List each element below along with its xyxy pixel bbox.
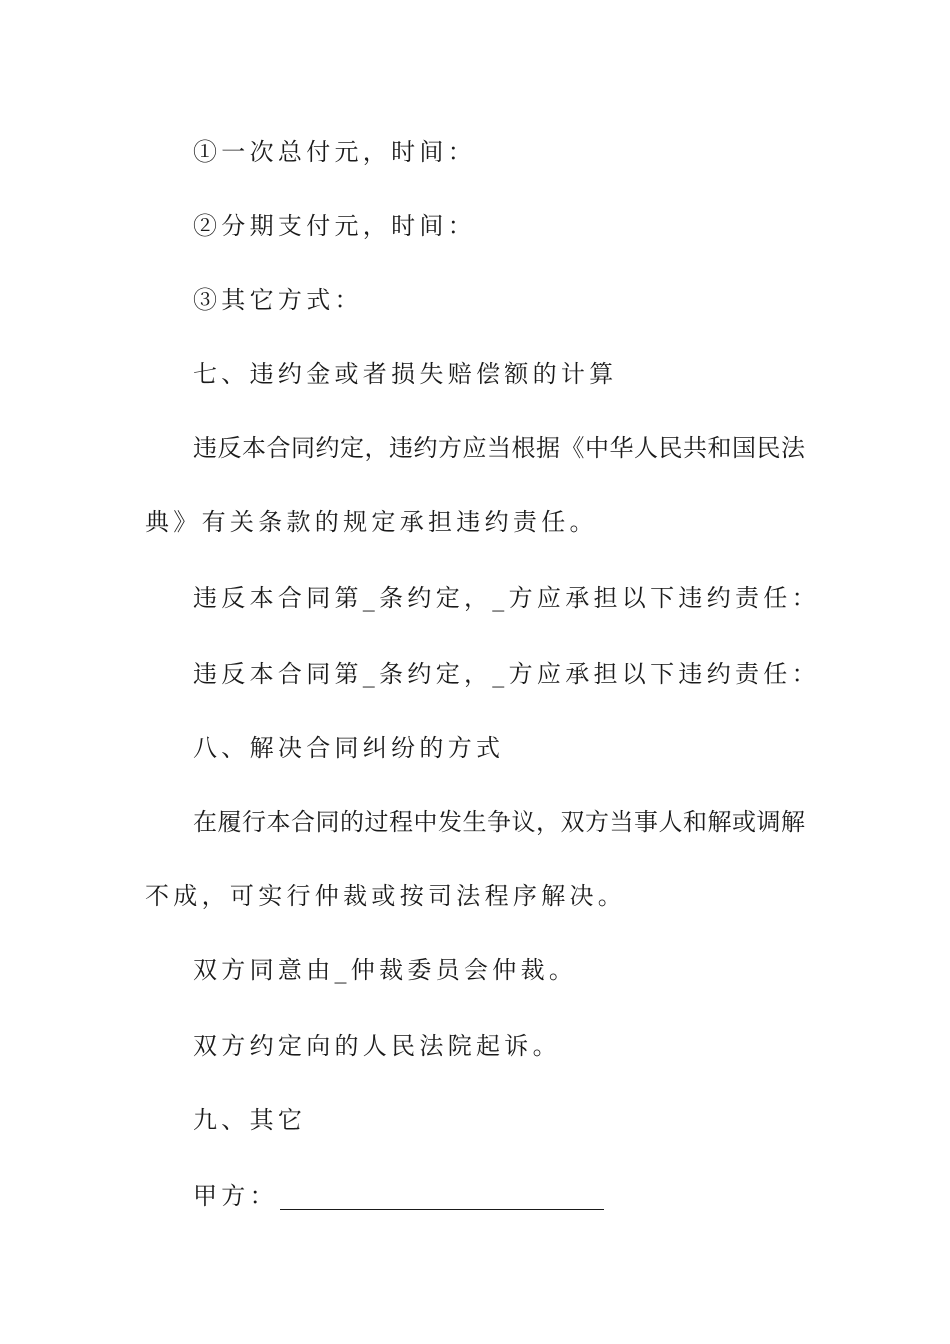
justified-char: 议 [511, 808, 536, 836]
justified-char: 违 [389, 434, 413, 462]
justified-char: 共 [683, 434, 707, 462]
justified-char: 和 [707, 434, 732, 462]
section-heading-dispute-resolution: 八、解决合同纠纷的方式 [193, 734, 505, 762]
justified-char: 和 [683, 808, 707, 836]
justified-char: 民 [658, 434, 683, 462]
justified-char: 中 [413, 808, 438, 836]
paragraph-dispute-line-2: 不成，可实行仲裁或按司法程序解决。 [145, 882, 627, 910]
justified-char: 《 [560, 434, 585, 462]
payment-option-installment: ②分期支付元，时间： [193, 212, 476, 240]
justified-char: 法 [781, 434, 805, 462]
justified-char: 根 [511, 434, 536, 462]
justified-char: 方 [585, 808, 609, 836]
justified-char: 约 [413, 434, 438, 462]
justified-char: 国 [732, 434, 756, 462]
justified-char: 的 [340, 808, 364, 836]
justified-char: 同 [291, 434, 315, 462]
justified-char: 生 [462, 808, 487, 836]
justified-char: 华 [609, 434, 634, 462]
justified-char: 违 [193, 434, 217, 462]
justified-char: 解 [707, 808, 732, 836]
justified-char: ， [536, 808, 560, 836]
paragraph-dispute-line-1 [193, 806, 805, 838]
justified-char: 行 [242, 808, 266, 836]
party-a-blank [280, 1185, 604, 1210]
justified-char: 发 [438, 808, 462, 836]
section-heading-liquidated-damages: 七、违约金或者损失赔偿额的计算 [193, 360, 618, 388]
party-a-signature-line [193, 1180, 604, 1212]
justified-char: 或 [732, 808, 756, 836]
justified-char: 中 [585, 434, 609, 462]
court-clause: 双方约定向的人民法院起诉。 [193, 1032, 561, 1060]
justified-char: 履 [217, 808, 242, 836]
justified-char: 人 [658, 808, 683, 836]
liability-clause-1: 违反本合同第_条约定，_方应承担以下违约责任： [193, 584, 820, 612]
justified-char: 民 [756, 434, 781, 462]
justified-char: 定 [340, 434, 364, 462]
justified-char: 同 [315, 808, 340, 836]
justified-char: 解 [781, 808, 805, 836]
payment-option-lump-sum: ①一次总付元，时间： [193, 138, 476, 166]
justified-char: 争 [487, 808, 511, 836]
justified-char: 程 [389, 808, 413, 836]
section-heading-other: 九、其它 [193, 1106, 307, 1134]
justified-char: 在 [193, 808, 217, 836]
justified-char: 当 [487, 434, 511, 462]
payment-option-other: ③其它方式： [193, 286, 363, 314]
justified-char: 本 [242, 434, 266, 462]
liability-clause-2: 违反本合同第_条约定，_方应承担以下违约责任： [193, 660, 820, 688]
justified-char: 人 [634, 434, 658, 462]
justified-char: 应 [462, 434, 487, 462]
justified-char: 本 [266, 808, 291, 836]
justified-char: 双 [560, 808, 585, 836]
justified-char: 过 [364, 808, 389, 836]
paragraph-liability-line-1 [193, 432, 805, 464]
justified-char: 反 [217, 434, 242, 462]
paragraph-liability-line-2: 典》有关条款的规定承担违约责任。 [145, 508, 598, 536]
party-a-label: 甲方： [193, 1182, 278, 1210]
arbitration-clause: 双方同意由_仲裁委员会仲裁。 [193, 956, 578, 984]
justified-char: 调 [756, 808, 781, 836]
justified-char: 据 [536, 434, 560, 462]
justified-char: 方 [438, 434, 462, 462]
justified-char: 当 [609, 808, 634, 836]
justified-char: 合 [266, 434, 291, 462]
justified-char: 约 [315, 434, 340, 462]
justified-char: ， [364, 434, 389, 462]
justified-char: 事 [634, 808, 658, 836]
justified-char: 合 [291, 808, 315, 836]
